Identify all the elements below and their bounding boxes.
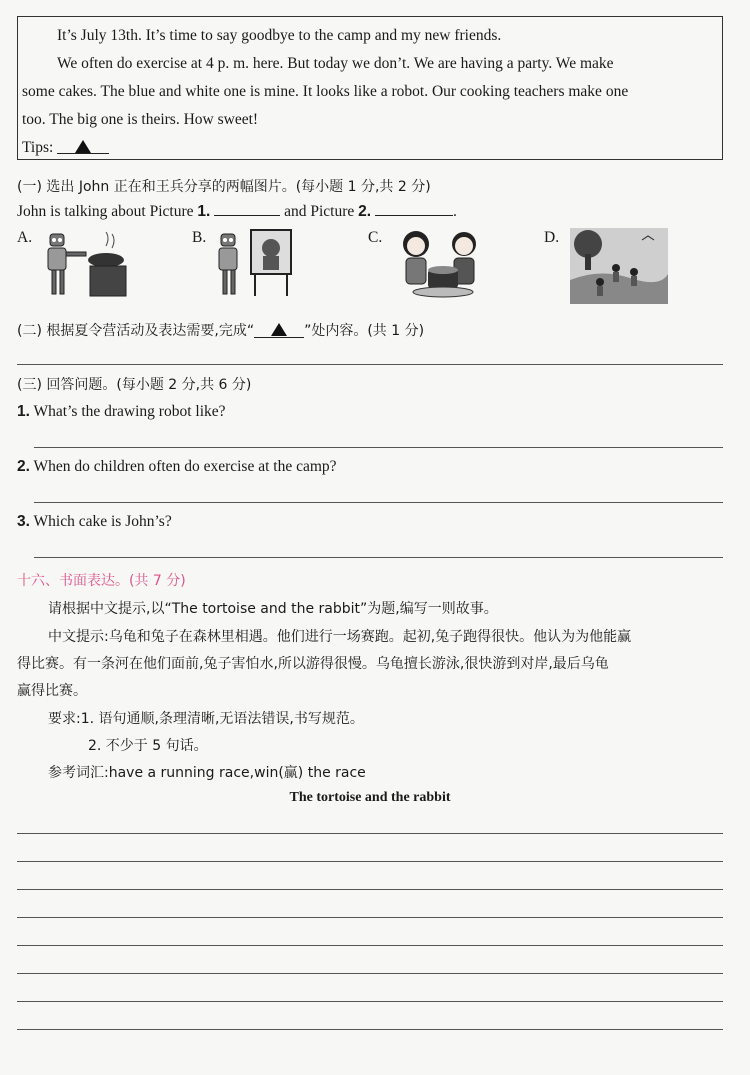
answer-line-1[interactable] (34, 447, 723, 448)
part2-heading-end: ”处内容。(共 1 分) (304, 323, 425, 339)
writing-line[interactable] (17, 861, 723, 862)
part2-blank (254, 323, 304, 338)
triangle-icon (271, 323, 287, 336)
section16-hint-2: 得比赛。有一条河在他们面前,兔子害怕水,所以游得很慢。乌龟擅长游泳,很快游到对岸,最后乌龟 (17, 656, 609, 672)
triangle-icon (75, 140, 91, 153)
answer-line-2[interactable] (34, 502, 723, 503)
writing-line[interactable] (17, 1029, 723, 1030)
section16-vocab: 参考词汇:have a running race,win(赢) the race (48, 765, 366, 781)
blank-1-number: 1. (197, 203, 211, 220)
question-3-text: Which cake is John’s? (33, 513, 172, 530)
tips-label: Tips: (22, 139, 54, 156)
option-c-label: C. (368, 229, 383, 246)
picture-d-outdoor-exercise[interactable] (570, 228, 668, 304)
tips-row (22, 139, 109, 157)
writing-line[interactable] (17, 945, 723, 946)
question-2-text: When do children often do exercise at the camp? (33, 458, 337, 475)
essay-title: The tortoise and the rabbit (289, 790, 451, 805)
section16-hint-1: 中文提示:乌龟和兔子在森林里相遇。他们进行一场赛跑。起初,兔子跑得很快。他认为为他能赢 (48, 629, 632, 645)
sentence-period: . (452, 203, 457, 220)
question-1 (17, 403, 226, 421)
picture-c-kids-cake[interactable] (388, 226, 498, 302)
option-b-label: B. (192, 229, 207, 246)
part1-heading: (一) 选出 John 正在和王兵分享的两幅图片。(每小题 1 分,共 2 分) (17, 179, 431, 195)
part3-heading: (三) 回答问题。(每小题 2 分,共 6 分) (17, 377, 252, 393)
question-2 (17, 458, 337, 476)
passage-line-4: too. The big one is theirs. How sweet! (22, 111, 259, 128)
question-2-number: 2. (17, 458, 30, 475)
picture-b-robot-drawing[interactable] (215, 224, 297, 302)
writing-line[interactable] (17, 973, 723, 974)
answer-blank-2[interactable] (375, 201, 453, 216)
tips-blank[interactable] (57, 139, 109, 154)
option-a-label: A. (17, 229, 33, 246)
section16-requirement-2: 2. 不少于 5 句话。 (88, 738, 208, 754)
passage-line-1: It’s July 13th. It’s time to say goodbye to the camp and my new friends. (57, 27, 502, 44)
writing-line[interactable] (17, 1001, 723, 1002)
section16-hint-3: 赢得比赛。 (17, 683, 87, 699)
writing-line[interactable] (17, 833, 723, 834)
passage-line-2: We often do exercise at 4 p. m. here. But today we don’t. We are having a party. We make (57, 55, 614, 72)
sentence-start: John is talking about Picture (17, 203, 194, 220)
answer-blank-1[interactable] (214, 201, 280, 216)
part2-heading-start: (二) 根据夏令营活动及表达需要,完成“ (17, 323, 255, 339)
and-text: and Picture (284, 203, 355, 220)
section16-title: 十六、书面表达。(共 7 分) (17, 573, 186, 589)
blank-2-number: 2. (358, 203, 372, 220)
part1-sentence (17, 201, 457, 221)
writing-line[interactable] (17, 889, 723, 890)
question-3 (17, 513, 172, 531)
question-1-number: 1. (17, 403, 30, 420)
question-3-number: 3. (17, 513, 30, 530)
picture-a-robot-cooking[interactable] (40, 226, 132, 302)
part2-answer-line[interactable] (17, 364, 723, 365)
part2-heading (17, 320, 424, 340)
section16-requirement-1: 要求:1. 语句通顺,条理清晰,无语法错误,书写规范。 (48, 711, 364, 727)
option-d-label: D. (544, 229, 560, 246)
passage-line-3: some cakes. The blue and white one is mine. It looks like a robot. Our cooking teachers make one (22, 83, 629, 100)
answer-line-3[interactable] (34, 557, 723, 558)
question-1-text: What’s the drawing robot like? (33, 403, 226, 420)
writing-line[interactable] (17, 917, 723, 918)
section16-instruction: 请根据中文提示,以“The tortoise and the rabbit”为题,编写一则故事。 (48, 601, 498, 617)
